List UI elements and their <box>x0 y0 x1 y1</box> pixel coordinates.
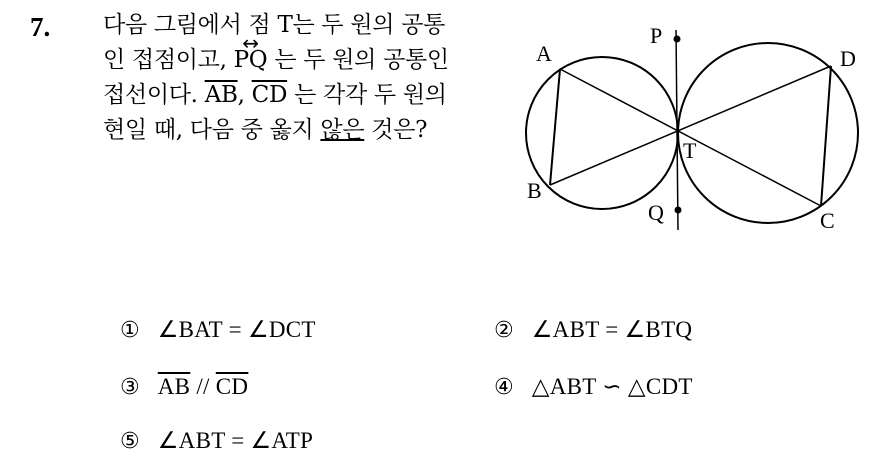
question-text-segment: 다음 그림에서 점 T는 두 원의 공통 <box>103 12 446 38</box>
choice-2[interactable] <box>494 317 692 343</box>
choice-text: ∠ABT = ∠BTQ <box>531 317 693 342</box>
question-text-segment: 는 각각 두 원의 <box>287 82 447 108</box>
label-b: B <box>527 178 542 203</box>
label-c: C <box>820 208 835 233</box>
point-q-dot <box>675 207 682 214</box>
question-line-2 <box>103 43 503 78</box>
segment-cd <box>821 66 831 206</box>
parallel-symbol: // <box>190 374 216 399</box>
segment-cd-symbol: $\overline{CD}$ <box>251 82 288 108</box>
left-circle <box>526 57 678 209</box>
segment-cd-symbol: $\overline{CD}$ <box>215 374 249 399</box>
segment-ab <box>550 69 560 185</box>
line-pq-symbol: ↔ PQ <box>234 43 268 78</box>
question-line-4 <box>103 113 503 148</box>
choice-number: ④ <box>494 375 514 400</box>
choice-4[interactable] <box>494 374 693 400</box>
underlined-word: 않은 <box>320 117 365 143</box>
question-text-segment: 접선이다. <box>103 82 205 108</box>
question-line-1 <box>103 8 503 43</box>
line-bt-td <box>550 66 831 185</box>
choice-text: ∠BAT = ∠DCT <box>157 317 316 342</box>
segment-ab-symbol: $\overline{AB}$ <box>157 374 191 399</box>
choice-number: ② <box>494 318 514 343</box>
geometry-figure <box>500 8 870 238</box>
label-a: A <box>536 41 552 66</box>
question-number: 7. <box>30 12 51 42</box>
choice-number: ⑤ <box>120 429 140 454</box>
choice-text: ∠ABT = ∠ATP <box>157 428 314 453</box>
segment-ab-symbol: $\overline{AB}$ <box>204 82 238 108</box>
point-p-dot <box>674 36 681 43</box>
question-text-segment: 것은? <box>364 117 428 143</box>
label-q: Q <box>648 200 664 225</box>
question-text-segment: 현일 때, 다음 중 옳지 <box>103 117 321 143</box>
question-text-segment: 인 접점이고, <box>103 47 234 73</box>
question-line-3 <box>103 78 503 113</box>
question-text-segment: , <box>237 82 252 108</box>
question-text <box>103 8 503 148</box>
choice-5[interactable] <box>120 428 313 454</box>
label-t: T <box>683 138 697 163</box>
label-p: P <box>650 23 663 48</box>
choice-number: ① <box>120 318 140 343</box>
choice-1[interactable] <box>120 317 316 343</box>
question-text-segment: 는 두 원의 공통인 <box>267 47 449 73</box>
choice-3[interactable] <box>120 374 248 400</box>
choice-text: △ABT ∽ △CDT <box>531 374 693 399</box>
choice-number: ③ <box>120 375 140 400</box>
label-d: D <box>840 46 856 71</box>
